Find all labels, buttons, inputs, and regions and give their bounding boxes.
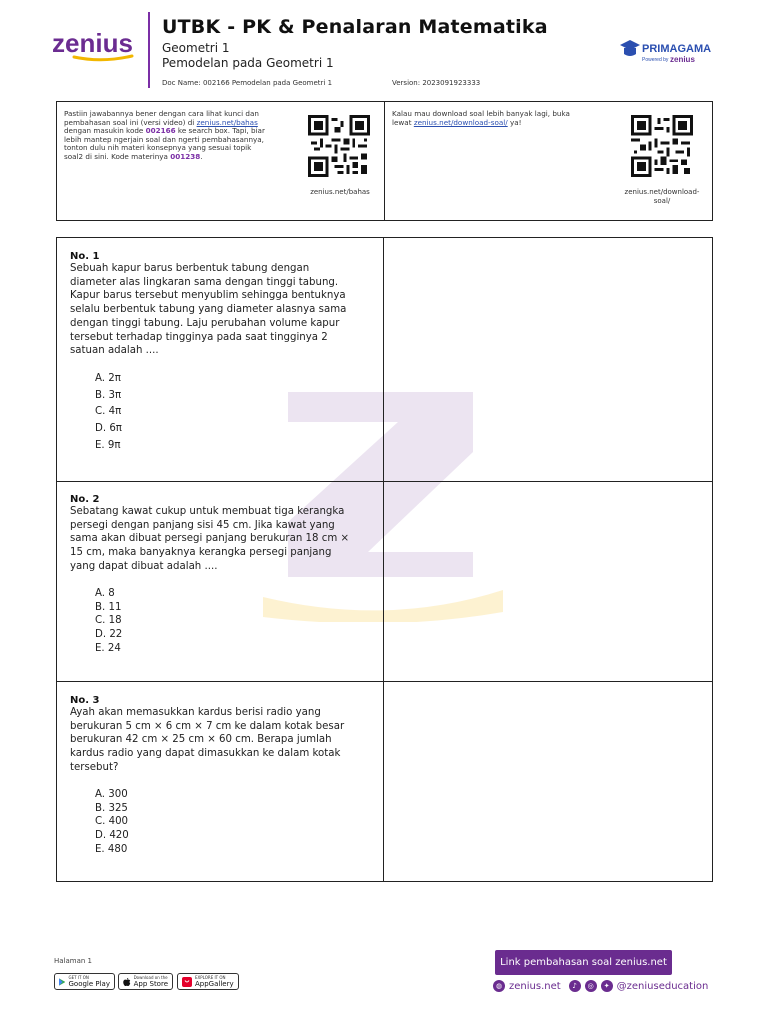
option-c: C. 18: [95, 615, 122, 626]
zenius-bahas-link[interactable]: zenius.net/bahas: [196, 117, 258, 127]
question-line: Kapur barus tersebut menyublim sehingga bentuknya: [70, 290, 346, 302]
badge-small-text: EXPLORE IT ON: [195, 975, 226, 980]
question-1: [70, 251, 370, 358]
instagram-icon[interactable]: ◎: [585, 980, 597, 992]
page-title: UTBK - PK & Penalaran Matematika: [162, 16, 548, 38]
question-line: dengan tinggi tabung. Laju perubahan volume kapur: [70, 317, 340, 329]
info-text: soal2 di sini. Kode materinya: [64, 151, 171, 161]
question-line: Sebatang kawat cukup untuk membuat tiga kerangka: [70, 506, 345, 517]
question-number: No. 3: [70, 695, 100, 706]
badge-label: Google Play: [68, 980, 110, 988]
question-line: berukuran 42 cm × 25 cm × 60 cm. Berapa jumlah: [70, 734, 332, 746]
question-line: satuan adalah ....: [70, 345, 159, 357]
question-line: diameter alas lingkaran sama dengan tinggi tabung.: [70, 276, 339, 288]
question-line: Sebuah kapur barus berbentuk tabung dengan: [70, 263, 310, 274]
globe-icon: ◍: [493, 980, 505, 992]
twitter-icon[interactable]: ✦: [601, 980, 613, 992]
huawei-icon: [182, 977, 192, 987]
question-line: persegi dengan panjang sisi 45 cm. Jika kawat yang: [70, 519, 335, 531]
social-links: [493, 979, 708, 993]
option-d: D. 22: [95, 629, 123, 640]
section-title: Pemodelan pada Geometri 1: [162, 56, 334, 70]
qr-code-bahas[interactable]: [308, 115, 370, 177]
info-text: ke search box. Tapi, biar: [175, 126, 265, 136]
info-left-line: [64, 153, 296, 162]
question-text: [70, 262, 370, 358]
social-handle[interactable]: @zeniuseducation: [616, 980, 709, 992]
app-store-badge[interactable]: [118, 973, 173, 990]
info-box-divider: [384, 101, 385, 221]
info-right-line: Kalau mau download soal lebih banyak lagi, buka: [392, 109, 570, 118]
question-line: tersebut terhadap tingginya pada saat tingginya 2: [70, 331, 328, 343]
option-b: B. 325: [95, 803, 128, 814]
svg-text:Powered by: Powered by: [642, 57, 669, 63]
option-d: D. 6π: [95, 423, 122, 434]
option-b: B. 11: [95, 602, 122, 613]
option-d: D. 420: [95, 830, 129, 841]
primagama-logo: [620, 36, 720, 66]
option-c: C. 4π: [95, 406, 122, 417]
svg-text:zenius: zenius: [670, 55, 695, 64]
info-text: ya!: [507, 117, 522, 127]
page-number: Halaman 1: [54, 957, 93, 965]
question-line: berukuran 5 cm × 6 cm × 7 cm ke dalam kotak besar: [70, 720, 345, 732]
option-e: E. 24: [95, 643, 121, 654]
google-play-badge[interactable]: [54, 973, 115, 990]
pembahasan-link-button[interactable]: Link pembahasan soal zenius.net: [495, 950, 672, 975]
download-soal-link[interactable]: zenius.net/download-soal/: [413, 117, 508, 127]
question-number: No. 1: [70, 251, 100, 262]
question-line: selalu berbentuk tabung yang diameter alasnya sama: [70, 304, 347, 316]
option-e: E. 9π: [95, 440, 121, 451]
question-text: [70, 706, 370, 775]
question-number: No. 2: [70, 494, 100, 505]
badge-text: [68, 975, 110, 988]
soal-code: 002166: [145, 126, 176, 136]
doc-name: Doc Name: 002166 Pemodelan pada Geometri 1: [162, 79, 333, 87]
badge-text: [195, 975, 234, 988]
header-divider: [148, 12, 150, 88]
materi-code: 001238: [170, 151, 201, 161]
doc-version: Version: 2023091923333: [392, 79, 481, 87]
badge-label: AppGallery: [195, 980, 234, 988]
badge-small-text: GET IT ON: [68, 975, 89, 980]
svg-text:zenius: zenius: [52, 28, 133, 58]
info-text: pembahasan soal ini (versi video) di: [64, 117, 197, 127]
question-line: 15 cm, maka banyaknya kerangka persegi panjang: [70, 547, 332, 559]
info-left-line: Pastiin jawabannya bener dengan cara lihat kunci dan: [64, 109, 259, 118]
option-c: C. 400: [95, 816, 129, 827]
option-e: E. 480: [95, 844, 128, 855]
question-3: [70, 695, 370, 775]
qr-label-bahas: zenius.net/bahas: [310, 188, 370, 196]
question-line: kardus radio yang dapat dimasukkan ke dalam kotak: [70, 748, 341, 760]
option-a: A. 8: [95, 588, 115, 599]
info-right-line: [392, 119, 622, 128]
question-line: Ayah akan memasukkan kardus berisi radio yang: [70, 707, 321, 718]
question-2: [70, 494, 370, 574]
tiktok-icon[interactable]: ♪: [569, 980, 581, 992]
chapter-title: Geometri 1: [162, 41, 230, 55]
option-a: A. 2π: [95, 373, 121, 384]
google-play-icon: [59, 977, 65, 987]
info-left-line: lebih mantep ngerjain soal dan ngerti pembahasannya,: [64, 134, 264, 144]
option-b: B. 3π: [95, 390, 122, 401]
info-left-text: [64, 110, 296, 162]
qr-code-download[interactable]: [631, 115, 693, 177]
svg-text:PRIMAGAMA: PRIMAGAMA: [642, 43, 712, 55]
info-text: dengan masukin kode: [64, 126, 146, 136]
badge-label: App Store: [133, 980, 168, 988]
question-line: yang dapat dibuat adalah ....: [70, 560, 218, 572]
website-link[interactable]: zenius.net: [509, 980, 561, 992]
question-table-divider: [383, 237, 384, 882]
question-text: [70, 505, 370, 574]
question-row-divider: [56, 681, 713, 682]
info-text: lewat: [392, 117, 414, 127]
badge-text: [134, 975, 168, 988]
question-row-divider: [56, 481, 713, 482]
question-line: tersebut?: [70, 761, 119, 773]
qr-label-line: zenius.net/download-: [624, 188, 700, 196]
option-a: A. 300: [95, 789, 128, 800]
badge-small-text: Download on the: [133, 975, 168, 980]
qr-label-download: [612, 188, 712, 206]
appgallery-badge[interactable]: [177, 973, 239, 990]
zenius-logo: [52, 28, 144, 62]
qr-label-line: soal/: [653, 197, 671, 205]
info-text: .: [200, 151, 203, 161]
question-line: sama akan dibuat persegi panjang berukuran 18 cm ×: [70, 533, 350, 545]
apple-icon: [123, 977, 131, 987]
info-left-line: tonton dulu nih materi konsepnya yang sesuai topik: [64, 143, 252, 153]
info-right-text: [392, 110, 622, 127]
